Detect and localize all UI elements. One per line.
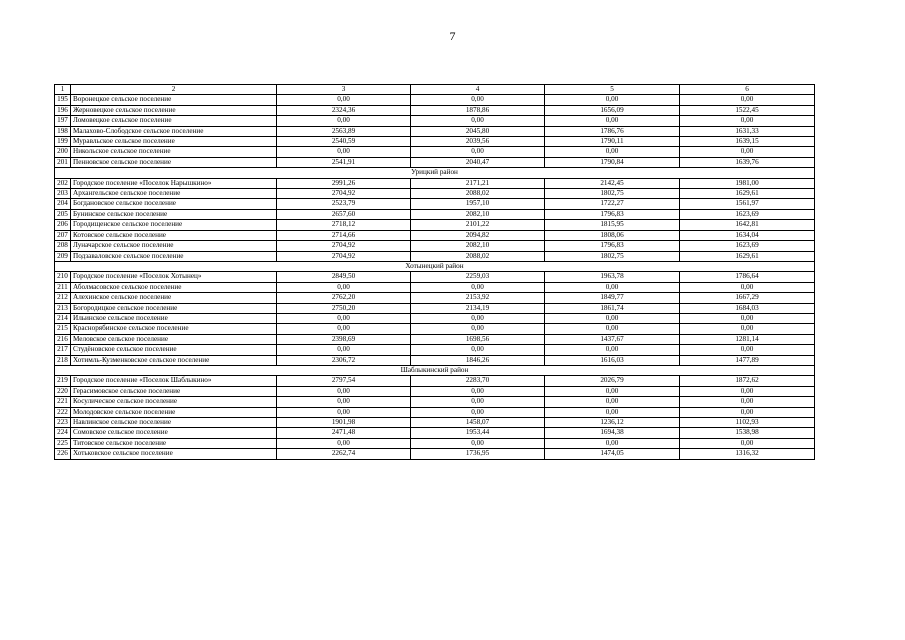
- value-col-3: 2541,91: [277, 157, 411, 167]
- value-col-3: 0,00: [277, 313, 411, 323]
- header-cell: 3: [277, 85, 411, 95]
- settlement-name: Жерновецкое сельское поселение: [71, 105, 277, 115]
- value-col-5: 1808,06: [545, 230, 680, 240]
- row-number: 196: [55, 105, 71, 115]
- value-col-4: 2094,82: [411, 230, 545, 240]
- value-col-3: 0,00: [277, 116, 411, 126]
- settlement-name: Титовское сельское поселение: [71, 438, 277, 448]
- value-col-5: 1796,83: [545, 209, 680, 219]
- table-row: [55, 137, 815, 147]
- value-col-5: 1790,11: [545, 137, 680, 147]
- value-col-5: 1437,67: [545, 334, 680, 344]
- settlement-name: Краснорябинское сельское поселение: [71, 324, 277, 334]
- value-col-4: 1458,07: [411, 418, 545, 428]
- value-col-3: 2471,48: [277, 428, 411, 438]
- table-header-row: [55, 85, 815, 95]
- value-col-4: 0,00: [411, 386, 545, 396]
- value-col-3: 0,00: [277, 147, 411, 157]
- value-col-4: 2040,47: [411, 157, 545, 167]
- row-number: 198: [55, 126, 71, 136]
- district-header-row: [55, 168, 815, 178]
- value-col-3: 2398,69: [277, 334, 411, 344]
- value-col-6: 1667,29: [680, 293, 815, 303]
- table-row: [55, 293, 815, 303]
- value-col-6: 0,00: [680, 397, 815, 407]
- value-col-6: 0,00: [680, 147, 815, 157]
- value-col-4: 2088,02: [411, 189, 545, 199]
- value-col-5: 0,00: [545, 386, 680, 396]
- value-col-6: 1623,69: [680, 241, 815, 251]
- page-number: 7: [449, 29, 456, 43]
- value-col-4: 1698,56: [411, 334, 545, 344]
- row-number: 204: [55, 199, 71, 209]
- value-col-5: 0,00: [545, 147, 680, 157]
- settlement-name: Котовское сельское поселение: [71, 230, 277, 240]
- settlement-name: Малахово-Слободское сельское поселение: [71, 126, 277, 136]
- value-col-5: 0,00: [545, 407, 680, 417]
- value-col-4: 2039,56: [411, 137, 545, 147]
- table-row: [55, 282, 815, 292]
- table-row: [55, 95, 815, 105]
- value-col-5: 1861,74: [545, 303, 680, 313]
- table-row: [55, 209, 815, 219]
- table-row: [55, 303, 815, 313]
- value-col-6: 1629,61: [680, 189, 815, 199]
- row-number: 201: [55, 157, 71, 167]
- settlement-name: Богдановское сельское поселение: [71, 199, 277, 209]
- settlement-name: Подзаваловское сельское поселение: [71, 251, 277, 261]
- value-col-6: 1981,00: [680, 178, 815, 188]
- table-row: [55, 105, 815, 115]
- table-row: [55, 438, 815, 448]
- settlement-name: Навлинское сельское поселение: [71, 418, 277, 428]
- value-col-4: 1736,95: [411, 449, 545, 459]
- value-col-5: 2026,79: [545, 376, 680, 386]
- value-col-6: 1684,03: [680, 303, 815, 313]
- table-row: [55, 126, 815, 136]
- table-row: [55, 116, 815, 126]
- value-col-6: 1786,64: [680, 272, 815, 282]
- row-number: 199: [55, 137, 71, 147]
- table-row: [55, 241, 815, 251]
- row-number: 219: [55, 376, 71, 386]
- table-row: [55, 397, 815, 407]
- row-number: 200: [55, 147, 71, 157]
- value-col-3: 2324,36: [277, 105, 411, 115]
- value-col-3: 2714,66: [277, 230, 411, 240]
- row-number: 210: [55, 272, 71, 282]
- value-col-3: 2563,89: [277, 126, 411, 136]
- settlement-name: Бунинское сельское поселение: [71, 209, 277, 219]
- row-number: 223: [55, 418, 71, 428]
- tariff-table: [54, 84, 815, 460]
- value-col-6: 1634,04: [680, 230, 815, 240]
- value-col-6: 0,00: [680, 282, 815, 292]
- row-number: 211: [55, 282, 71, 292]
- row-number: 195: [55, 95, 71, 105]
- value-col-3: 2762,20: [277, 293, 411, 303]
- row-number: 222: [55, 407, 71, 417]
- value-col-5: 1474,05: [545, 449, 680, 459]
- value-col-6: 0,00: [680, 438, 815, 448]
- value-col-3: 2540,59: [277, 137, 411, 147]
- value-col-3: 2657,60: [277, 209, 411, 219]
- value-col-6: 1102,93: [680, 418, 815, 428]
- row-number: 206: [55, 220, 71, 230]
- value-col-6: 1639,15: [680, 137, 815, 147]
- value-col-3: 2523,79: [277, 199, 411, 209]
- value-col-5: 1786,76: [545, 126, 680, 136]
- value-col-3: 0,00: [277, 397, 411, 407]
- district-header-row: [55, 261, 815, 271]
- value-col-4: 2082,10: [411, 241, 545, 251]
- table-row: [55, 178, 815, 188]
- value-col-4: 2101,22: [411, 220, 545, 230]
- table-row: [55, 376, 815, 386]
- value-col-4: 2082,10: [411, 209, 545, 219]
- value-col-5: 0,00: [545, 324, 680, 334]
- value-col-3: 2262,74: [277, 449, 411, 459]
- value-col-4: 0,00: [411, 116, 545, 126]
- value-col-4: 1957,10: [411, 199, 545, 209]
- value-col-4: 0,00: [411, 95, 545, 105]
- row-number: 218: [55, 355, 71, 365]
- table-row: [55, 147, 815, 157]
- value-col-6: 0,00: [680, 345, 815, 355]
- value-col-3: 0,00: [277, 282, 411, 292]
- row-number: 207: [55, 230, 71, 240]
- table-row: [55, 334, 815, 344]
- value-col-4: 0,00: [411, 345, 545, 355]
- value-col-3: 0,00: [277, 95, 411, 105]
- settlement-name: Пенновское сельское поселение: [71, 157, 277, 167]
- table-row: [55, 313, 815, 323]
- value-col-5: 0,00: [545, 345, 680, 355]
- value-col-4: 2259,03: [411, 272, 545, 282]
- header-cell: 5: [545, 85, 680, 95]
- settlement-name: Никольское сельское поселение: [71, 147, 277, 157]
- value-col-4: 1846,26: [411, 355, 545, 365]
- row-number: 226: [55, 449, 71, 459]
- settlement-name: Косулическое сельское поселение: [71, 397, 277, 407]
- value-col-4: 1878,86: [411, 105, 545, 115]
- value-col-3: 2306,72: [277, 355, 411, 365]
- value-col-5: 0,00: [545, 313, 680, 323]
- table-row: [55, 199, 815, 209]
- row-number: 220: [55, 386, 71, 396]
- district-name: Шаблыкинский район: [55, 365, 815, 375]
- value-col-3: 0,00: [277, 407, 411, 417]
- value-col-3: 2704,92: [277, 251, 411, 261]
- table-row: [55, 251, 815, 261]
- settlement-name: Молодовское сельское поселение: [71, 407, 277, 417]
- table-row: [55, 230, 815, 240]
- settlement-name: Ломовецкое сельское поселение: [71, 116, 277, 126]
- settlement-name: Архангельское сельское поселение: [71, 189, 277, 199]
- row-number: 205: [55, 209, 71, 219]
- value-col-5: 1802,75: [545, 189, 680, 199]
- value-col-6: 1538,98: [680, 428, 815, 438]
- value-col-4: 0,00: [411, 147, 545, 157]
- settlement-name: Воронецкое сельское поселение: [71, 95, 277, 105]
- value-col-5: 1722,27: [545, 199, 680, 209]
- value-col-6: 1631,33: [680, 126, 815, 136]
- value-col-5: 0,00: [545, 438, 680, 448]
- settlement-name: Аболмасовское сельское поселение: [71, 282, 277, 292]
- value-col-6: 0,00: [680, 116, 815, 126]
- settlement-name: Ильинское сельское поселение: [71, 313, 277, 323]
- value-col-6: 1316,32: [680, 449, 815, 459]
- settlement-name: Герасимовское сельское поселение: [71, 386, 277, 396]
- settlement-name: Муравльское сельское поселение: [71, 137, 277, 147]
- table-row: [55, 355, 815, 365]
- value-col-5: 1616,03: [545, 355, 680, 365]
- value-col-4: 2153,92: [411, 293, 545, 303]
- row-number: 202: [55, 178, 71, 188]
- row-number: 208: [55, 241, 71, 251]
- value-col-6: 1281,14: [680, 334, 815, 344]
- settlement-name: Хотимль-Кузменковское сельское поселение: [71, 355, 277, 365]
- settlement-name: Богородицкое сельское поселение: [71, 303, 277, 313]
- district-name: Хотынецкий район: [55, 261, 815, 271]
- value-col-3: 2849,50: [277, 272, 411, 282]
- table-body: [55, 85, 815, 460]
- district-header-row: [55, 365, 815, 375]
- settlement-name: Хотьковское сельское поселение: [71, 449, 277, 459]
- row-number: 197: [55, 116, 71, 126]
- value-col-3: 2797,54: [277, 376, 411, 386]
- value-col-5: 1656,09: [545, 105, 680, 115]
- value-col-3: 0,00: [277, 386, 411, 396]
- value-col-6: 1623,69: [680, 209, 815, 219]
- value-col-5: 1694,38: [545, 428, 680, 438]
- row-number: 215: [55, 324, 71, 334]
- value-col-4: 0,00: [411, 397, 545, 407]
- value-col-4: 2171,21: [411, 178, 545, 188]
- row-number: 212: [55, 293, 71, 303]
- value-col-4: 0,00: [411, 438, 545, 448]
- table-row: [55, 272, 815, 282]
- value-col-3: 2704,92: [277, 241, 411, 251]
- settlement-name: Сомовское сельское поселение: [71, 428, 277, 438]
- table-row: [55, 189, 815, 199]
- value-col-3: 2750,20: [277, 303, 411, 313]
- value-col-6: 1642,81: [680, 220, 815, 230]
- value-col-6: 1522,45: [680, 105, 815, 115]
- row-number: 213: [55, 303, 71, 313]
- value-col-3: 0,00: [277, 324, 411, 334]
- value-col-4: 0,00: [411, 313, 545, 323]
- row-number: 224: [55, 428, 71, 438]
- settlement-name: Городское поселение «Поселок Хотынец»: [71, 272, 277, 282]
- table-row: [55, 386, 815, 396]
- value-col-4: 0,00: [411, 324, 545, 334]
- value-col-5: 1790,84: [545, 157, 680, 167]
- settlement-name: Луначарское сельское поселение: [71, 241, 277, 251]
- value-col-6: 0,00: [680, 386, 815, 396]
- value-col-5: 1796,83: [545, 241, 680, 251]
- settlement-name: Городское поселение «Поселок Нарышкино»: [71, 178, 277, 188]
- value-col-3: 1901,98: [277, 418, 411, 428]
- value-col-4: 2134,19: [411, 303, 545, 313]
- row-number: 225: [55, 438, 71, 448]
- value-col-3: 2704,92: [277, 189, 411, 199]
- table-row: [55, 407, 815, 417]
- settlement-name: Городское поселение «Поселок Шаблыкино»: [71, 376, 277, 386]
- value-col-5: 0,00: [545, 95, 680, 105]
- district-name: Урицкий район: [55, 168, 815, 178]
- value-col-3: 0,00: [277, 345, 411, 355]
- value-col-4: 2283,70: [411, 376, 545, 386]
- value-col-3: 2991,26: [277, 178, 411, 188]
- value-col-4: 1953,44: [411, 428, 545, 438]
- table-row: [55, 428, 815, 438]
- header-cell: 4: [411, 85, 545, 95]
- settlement-name: Студёновское сельское поселение: [71, 345, 277, 355]
- table-row: [55, 324, 815, 334]
- row-number: 221: [55, 397, 71, 407]
- value-col-5: 1963,78: [545, 272, 680, 282]
- value-col-6: 1872,62: [680, 376, 815, 386]
- value-col-6: 1639,76: [680, 157, 815, 167]
- value-col-4: 0,00: [411, 407, 545, 417]
- value-col-5: 1849,77: [545, 293, 680, 303]
- table-row: [55, 220, 815, 230]
- row-number: 203: [55, 189, 71, 199]
- table-row: [55, 449, 815, 459]
- value-col-6: 0,00: [680, 407, 815, 417]
- value-col-3: 2718,12: [277, 220, 411, 230]
- value-col-3: 0,00: [277, 438, 411, 448]
- value-col-6: 1477,89: [680, 355, 815, 365]
- value-col-6: 1629,61: [680, 251, 815, 261]
- row-number: 217: [55, 345, 71, 355]
- header-cell: 1: [55, 85, 71, 95]
- header-cell: 6: [680, 85, 815, 95]
- value-col-5: 1815,95: [545, 220, 680, 230]
- value-col-4: 2088,02: [411, 251, 545, 261]
- value-col-4: 2045,80: [411, 126, 545, 136]
- value-col-6: 1561,97: [680, 199, 815, 209]
- table-row: [55, 157, 815, 167]
- table-row: [55, 345, 815, 355]
- value-col-6: 0,00: [680, 95, 815, 105]
- value-col-5: 0,00: [545, 116, 680, 126]
- value-col-6: 0,00: [680, 324, 815, 334]
- table-row: [55, 418, 815, 428]
- value-col-6: 0,00: [680, 313, 815, 323]
- value-col-5: 1802,75: [545, 251, 680, 261]
- value-col-5: 2142,45: [545, 178, 680, 188]
- settlement-name: Алехинское сельское поселение: [71, 293, 277, 303]
- settlement-name: Меловское сельское поселение: [71, 334, 277, 344]
- row-number: 214: [55, 313, 71, 323]
- value-col-4: 0,00: [411, 282, 545, 292]
- value-col-5: 0,00: [545, 397, 680, 407]
- value-col-5: 1236,12: [545, 418, 680, 428]
- header-cell: 2: [71, 85, 277, 95]
- row-number: 216: [55, 334, 71, 344]
- settlement-name: Городищенское сельское поселение: [71, 220, 277, 230]
- row-number: 209: [55, 251, 71, 261]
- value-col-5: 0,00: [545, 282, 680, 292]
